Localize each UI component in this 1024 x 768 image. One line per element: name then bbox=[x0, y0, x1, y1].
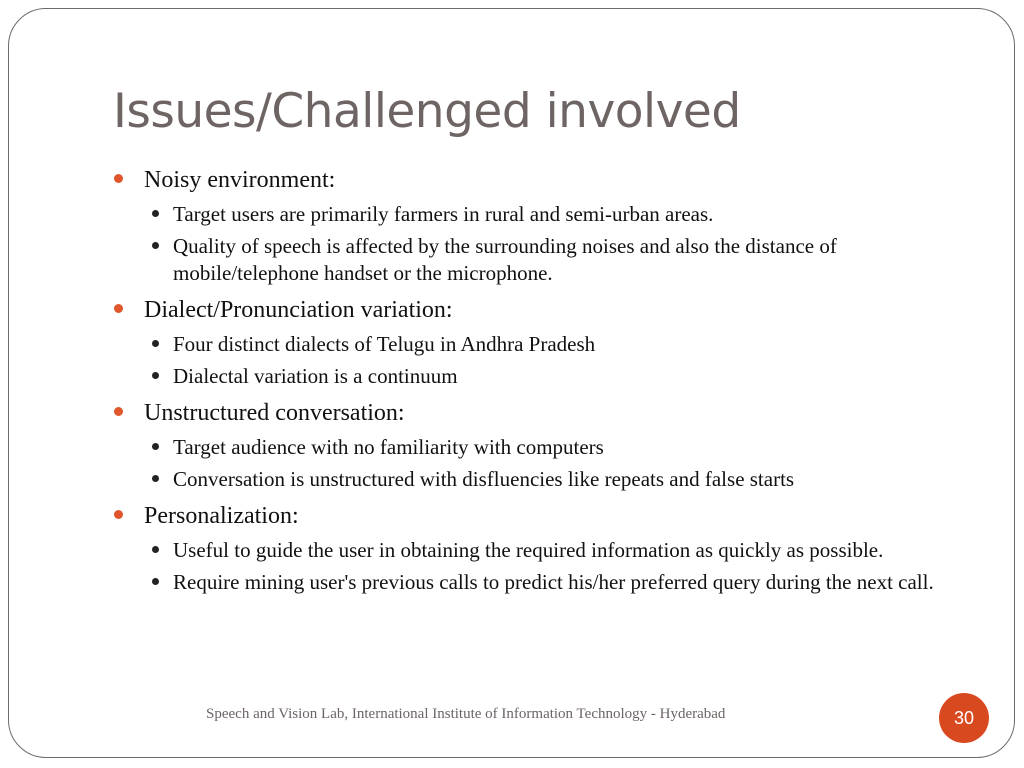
sub-bullet-list bbox=[113, 434, 963, 493]
sub-bullet bbox=[143, 434, 963, 461]
sub-bullet bbox=[143, 537, 963, 564]
slide-title: Issues/Challenged involved bbox=[113, 84, 741, 139]
sub-bullet bbox=[143, 363, 963, 390]
bullet-heading: Personalization: bbox=[144, 503, 299, 529]
bullet-heading: Dialect/Pronunciation variation: bbox=[144, 297, 453, 323]
sub-bullet-text: Dialectal variation is a continuum bbox=[173, 364, 458, 388]
sub-bullet-text: Four distinct dialects of Telugu in Andhra Pradesh bbox=[173, 332, 596, 356]
sub-bullet-icon bbox=[152, 443, 159, 450]
sub-bullet-text: Quality of speech is affected by the surrounding noises and also the distance of mobile/telephone handset or the microphone. bbox=[173, 234, 837, 285]
sub-bullet-list bbox=[113, 537, 963, 596]
sub-bullet-text: Useful to guide the user in obtaining the required information as quickly as possible. bbox=[173, 538, 884, 562]
page-number-badge: 30 bbox=[939, 693, 989, 743]
bullet-dialect-variation bbox=[113, 296, 963, 324]
bullet-icon bbox=[114, 510, 123, 519]
sub-bullet-text: Target audience with no familiarity with computers bbox=[173, 435, 604, 459]
bullet-heading: Noisy environment: bbox=[144, 167, 336, 193]
slide-footer: Speech and Vision Lab, International Institute of Information Technology - Hyderabad bbox=[206, 706, 726, 722]
sub-bullet-text: Target users are primarily farmers in rural and semi-urban areas. bbox=[173, 202, 714, 226]
slide-content bbox=[113, 166, 963, 605]
sub-bullet-icon bbox=[152, 340, 159, 347]
sub-bullet bbox=[143, 331, 963, 358]
sub-bullet-icon bbox=[152, 578, 159, 585]
sub-bullet-icon bbox=[152, 475, 159, 482]
sub-bullet-icon bbox=[152, 372, 159, 379]
sub-bullet-list bbox=[113, 331, 963, 390]
bullet-noisy-environment bbox=[113, 166, 963, 194]
sub-bullet bbox=[143, 466, 963, 493]
sub-bullet-icon bbox=[152, 546, 159, 553]
sub-bullet bbox=[143, 233, 963, 287]
bullet-heading: Unstructured conversation: bbox=[144, 400, 405, 426]
sub-bullet-text: Conversation is unstructured with disfluencies like repeats and false starts bbox=[173, 467, 795, 491]
bullet-personalization bbox=[113, 502, 963, 530]
sub-bullet bbox=[143, 569, 963, 596]
bullet-icon bbox=[114, 407, 123, 416]
bullet-icon bbox=[114, 174, 123, 183]
sub-bullet-icon bbox=[152, 242, 159, 249]
bullet-unstructured-conversation bbox=[113, 399, 963, 427]
sub-bullet bbox=[143, 201, 963, 228]
sub-bullet-icon bbox=[152, 210, 159, 217]
sub-bullet-text: Require mining user's previous calls to predict his/her preferred query during the next call. bbox=[173, 570, 934, 594]
sub-bullet-list bbox=[113, 201, 963, 287]
bullet-icon bbox=[114, 304, 123, 313]
